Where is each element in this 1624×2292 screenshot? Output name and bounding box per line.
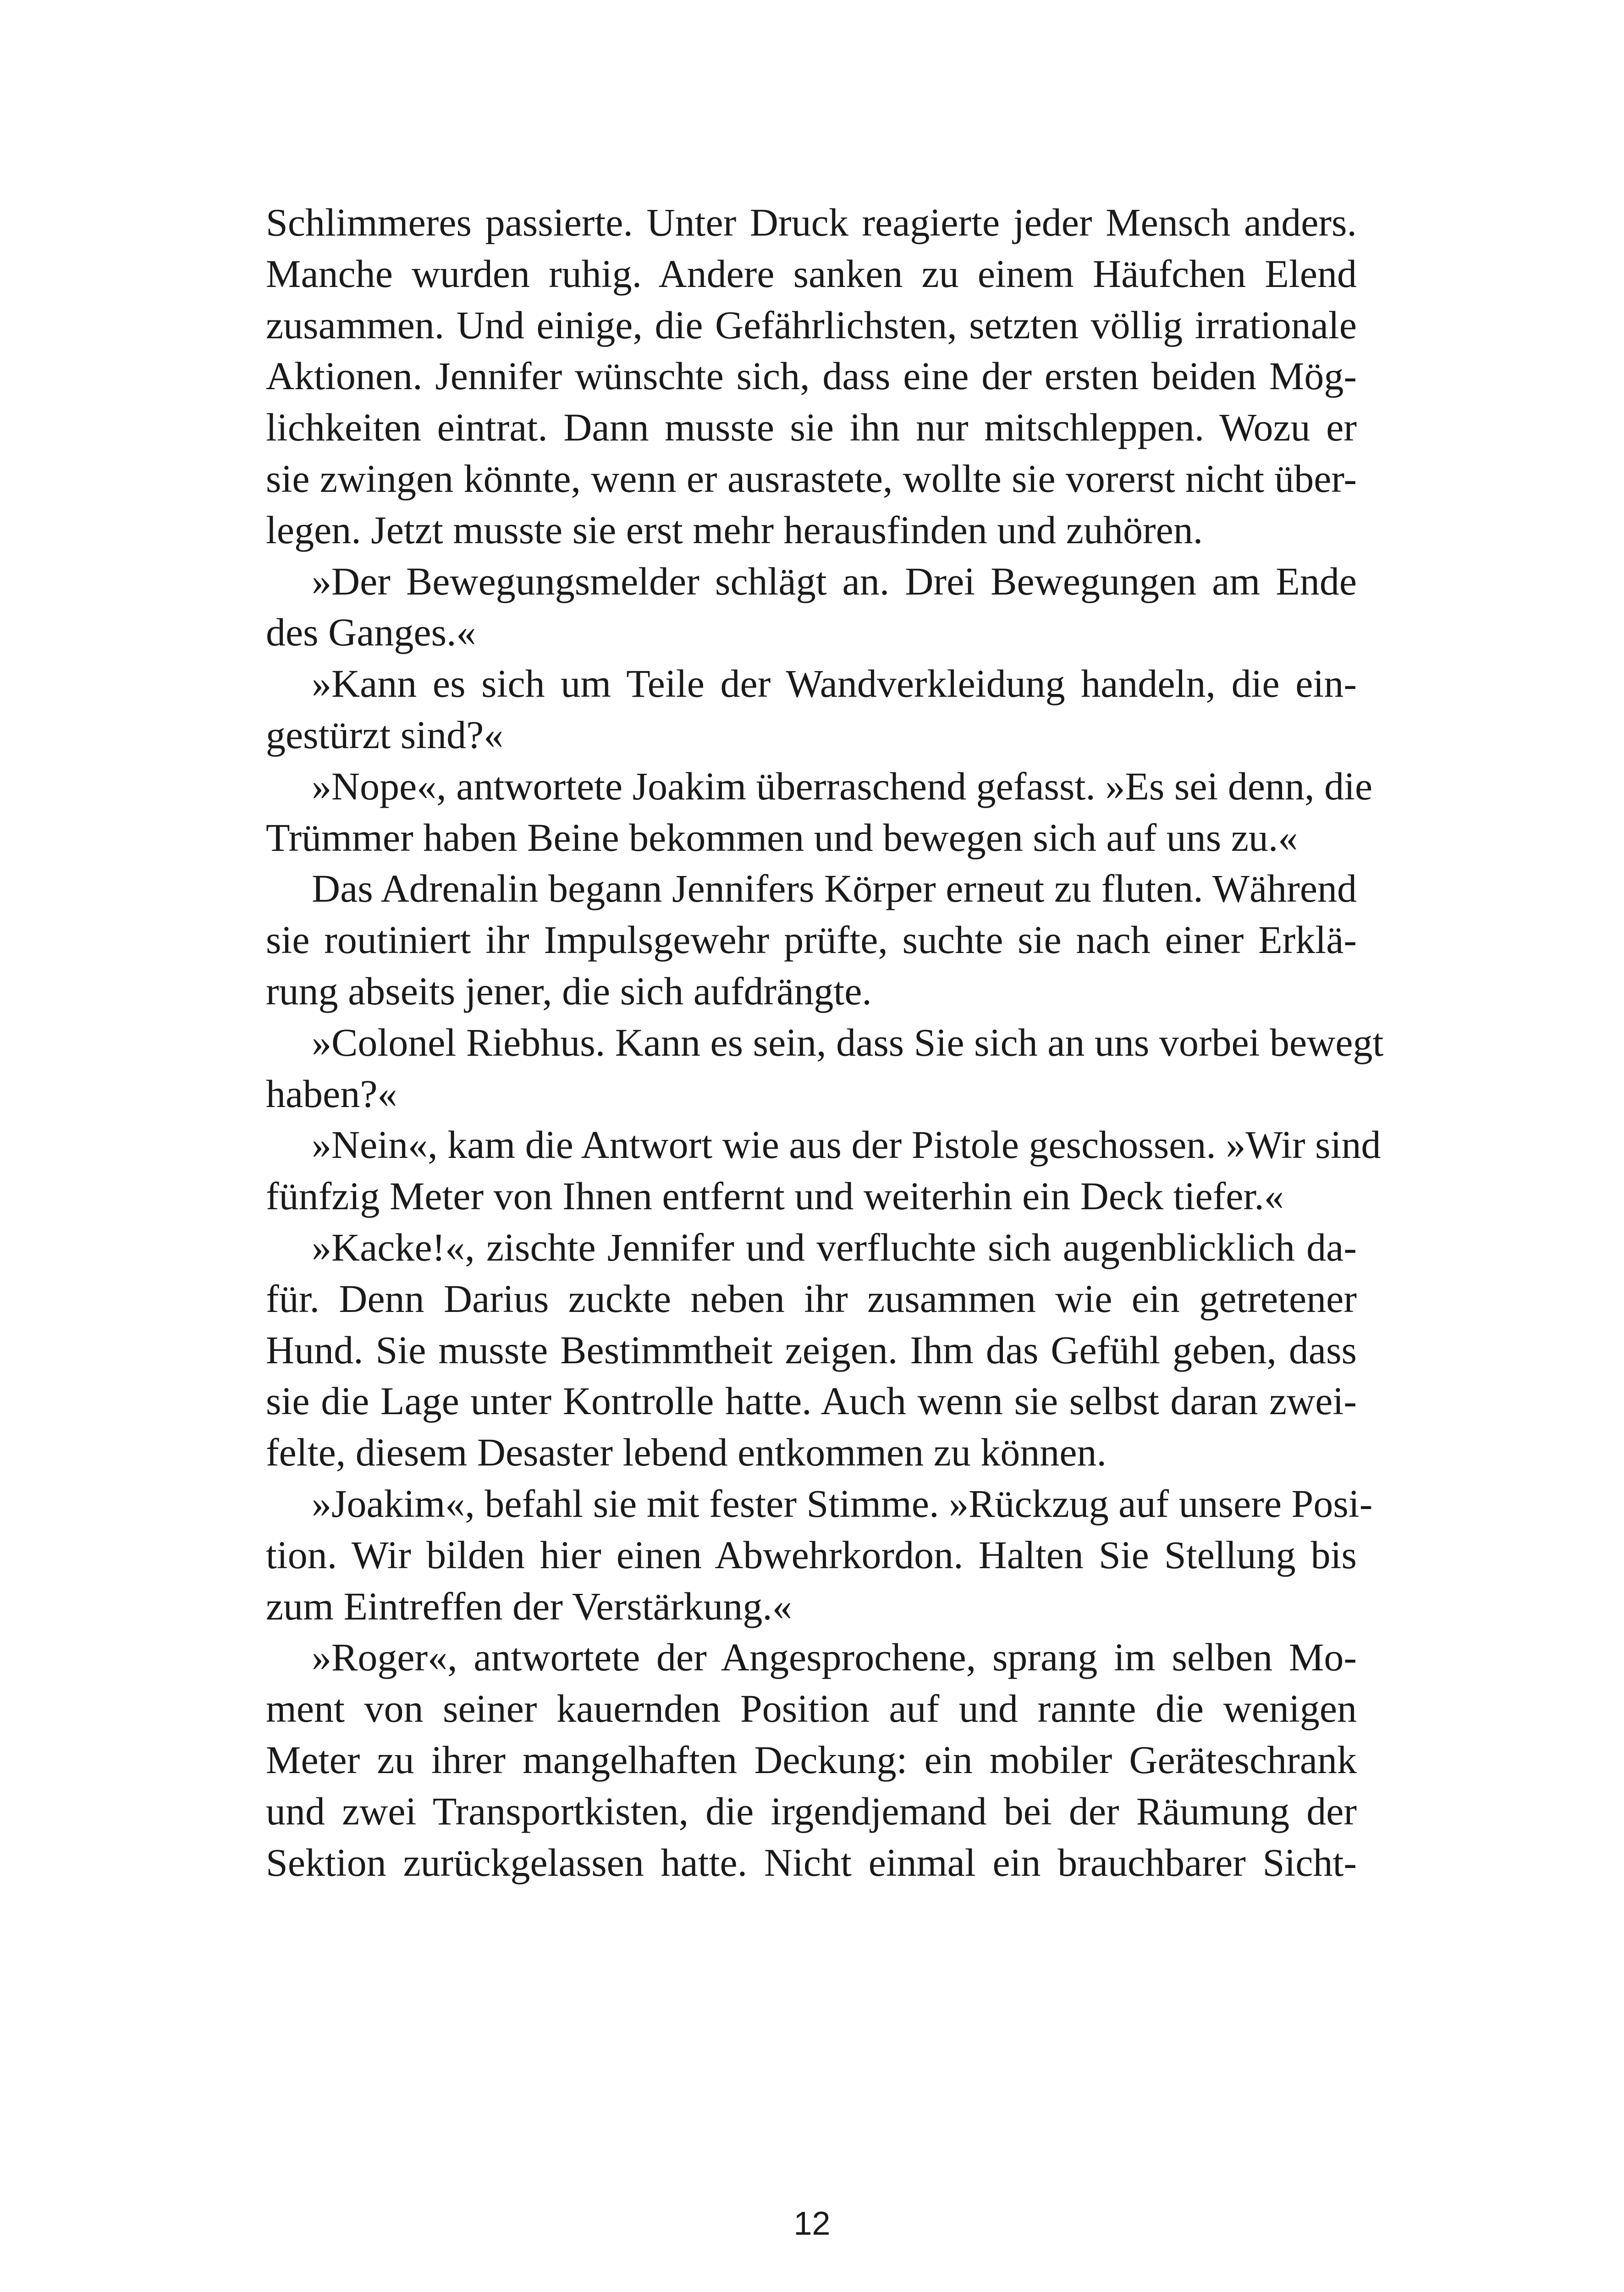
- text-line: haben?«: [266, 1071, 397, 1116]
- text-line: ment von seiner kauernden Position auf und rannte die wenigen: [266, 1686, 1357, 1731]
- text-line: Sektion zurückgelassen hatte. Nicht einmal ein brauchbarer Sicht-: [266, 1840, 1357, 1884]
- text-line: »Joakim«, befahl sie mit fester Stimme. »Rückzug auf unsere Posi-: [312, 1481, 1373, 1526]
- text-line: »Nope«, antwortete Joakim überraschend gefasst. »Es sei denn, die: [312, 764, 1373, 808]
- text-line: Trümmer haben Beine bekommen und bewegen sich auf uns zu.«: [266, 815, 1298, 860]
- text-line: »Roger«, antwortete der Angesprochene, sprang im selben Mo-: [312, 1635, 1357, 1680]
- text-line: »Colonel Riebhus. Kann es sein, dass Sie sich an uns vorbei bewegt: [312, 1020, 1384, 1064]
- text-line: zum Eintreffen der Verstärkung.«: [266, 1584, 792, 1628]
- text-line: sie die Lage unter Kontrolle hatte. Auch wenn sie selbst daran zwei-: [266, 1379, 1357, 1423]
- text-line: »Kacke!«, zischte Jennifer und verfluchte sich augenblicklich da-: [312, 1225, 1357, 1269]
- text-line: »Kann es sich um Teile der Wandverkleidung handeln, die ein-: [312, 661, 1357, 706]
- text-line: sie zwingen könnte, wenn er ausrastete, wollte sie vorerst nicht über-: [266, 456, 1357, 501]
- page-number: 12: [793, 2205, 831, 2242]
- text-line: rung abseits jener, die sich aufdrängte.: [266, 969, 872, 1013]
- text-line: Das Adrenalin begann Jennifers Körper erneut zu fluten. Während: [312, 866, 1357, 911]
- body-text: [266, 197, 1384, 1888]
- text-line: Hund. Sie musste Bestimmtheit zeigen. Ihm das Gefühl geben, dass: [266, 1328, 1357, 1372]
- text-line: »Der Bewegungsmelder schlägt an. Drei Bewegungen am Ende: [312, 559, 1357, 603]
- text-line: und zwei Transportkisten, die irgendjemand bei der Räumung der: [266, 1789, 1357, 1833]
- text-line: lichkeiten eintrat. Dann musste sie ihn nur mitschleppen. Wozu er: [266, 405, 1357, 450]
- text-line: des Ganges.«: [266, 610, 476, 655]
- text-line: gestürzt sind?«: [266, 712, 504, 757]
- text-line: felte, diesem Desaster lebend entkommen zu können.: [266, 1430, 1107, 1475]
- text-line: legen. Jetzt musste sie erst mehr herausfinden und zuhören.: [266, 507, 1203, 552]
- text-line: Schlimmeres passierte. Unter Druck reagierte jeder Mensch anders.: [266, 200, 1357, 244]
- text-line: Manche wurden ruhig. Andere sanken zu einem Häufchen Elend: [266, 251, 1357, 296]
- text-line: »Nein«, kam die Antwort wie aus der Pistole geschossen. »Wir sind: [312, 1123, 1381, 1167]
- text-line: für. Denn Darius zuckte neben ihr zusammen wie ein getretener: [266, 1276, 1357, 1321]
- text-line: zusammen. Und einige, die Gefährlichsten, setzten völlig irrationale: [266, 303, 1357, 347]
- text-line: tion. Wir bilden hier einen Abwehrkordon. Halten Sie Stellung bis: [266, 1532, 1357, 1577]
- text-line: Meter zu ihrer mangelhaften Deckung: ein mobiler Geräteschrank: [266, 1737, 1357, 1782]
- text-line: Aktionen. Jennifer wünschte sich, dass eine der ersten beiden Mög-: [266, 354, 1357, 398]
- text-line: fünfzig Meter von Ihnen entfernt und weiterhin ein Deck tiefer.«: [266, 1174, 1284, 1218]
- text-line: sie routiniert ihr Impulsgewehr prüfte, suchte sie nach einer Erklä-: [266, 918, 1357, 962]
